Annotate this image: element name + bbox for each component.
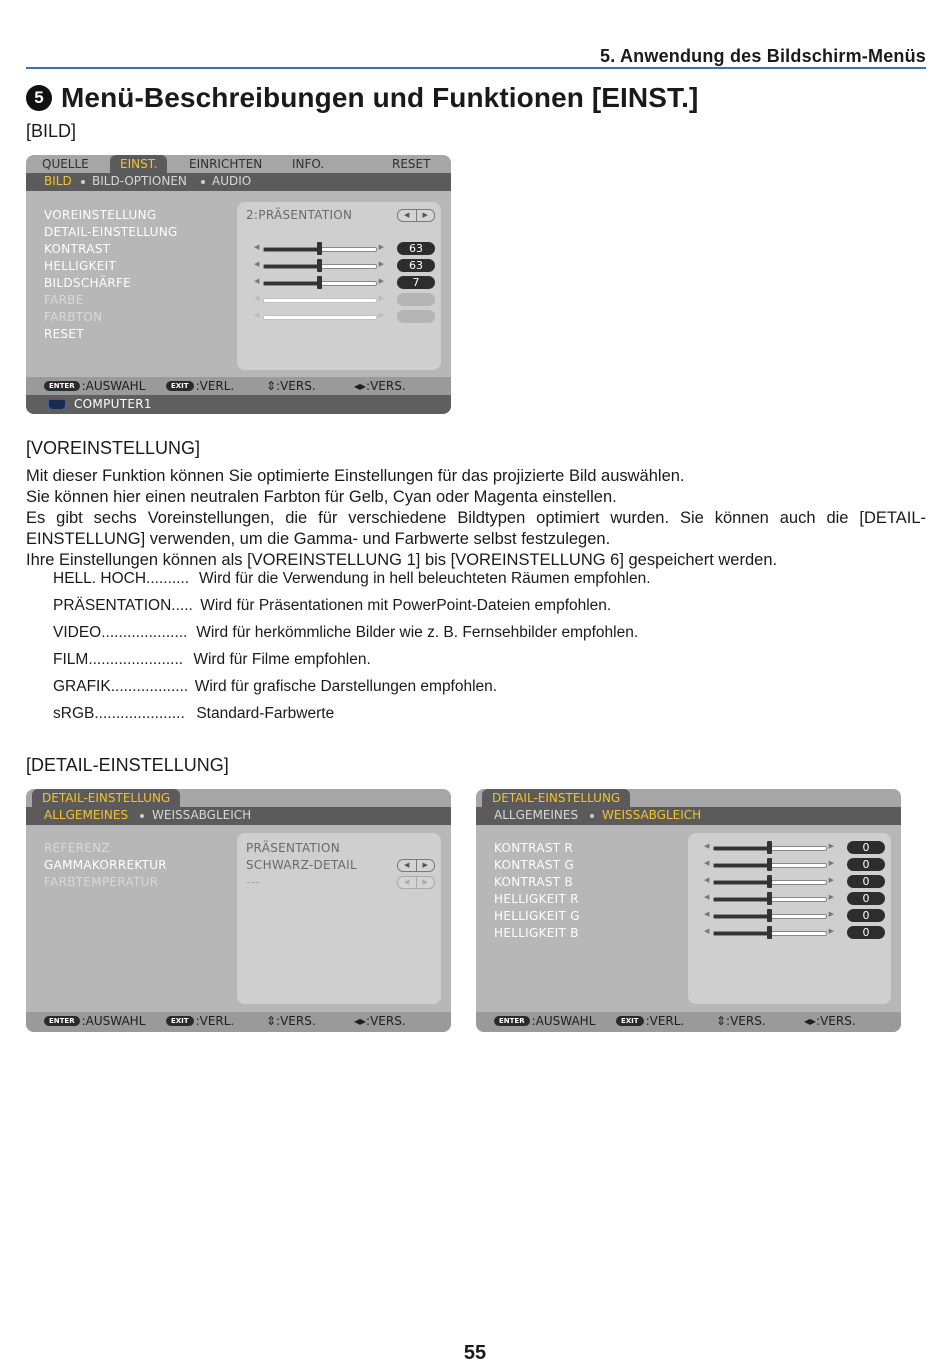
wb-value: 0	[847, 858, 885, 871]
definition-item: VIDEO .................... Wird für herkömmliche Bilder wie z. B. Fernsehbilder empfohlen.	[53, 624, 639, 641]
bildschaerfe-slider[interactable]: ◀ ▶	[254, 279, 384, 287]
definition-item: GRAFIK .................. Wird für grafische Darstellungen empfohlen.	[53, 678, 498, 695]
footer-leftright: ◂▸:VERS.	[804, 1014, 856, 1028]
menu-item-kontrast[interactable]: KONTRAST	[44, 242, 111, 256]
definition-item: FILM ...................... Wird für Filme empfohlen.	[53, 651, 371, 668]
osd-subtab-bar	[26, 173, 451, 191]
subtab-separator	[81, 180, 85, 184]
menu-item-reset[interactable]: RESET	[44, 327, 84, 341]
wb-slider[interactable]: ◀ ▶	[704, 895, 834, 903]
menu-item-helligkeit[interactable]: HELLIGKEIT	[44, 259, 117, 273]
footer-exit: EXIT :VERL.	[166, 379, 234, 393]
menu-item-farbton: FARBTON	[44, 310, 103, 324]
subtab-weissabgleich[interactable]: WEISSABGLEICH	[602, 808, 702, 822]
menu-item-wb[interactable]: KONTRAST G	[494, 858, 575, 872]
farbton-slider: ◀ ▶	[254, 311, 384, 319]
subtab-separator	[201, 180, 205, 184]
page-title	[26, 82, 698, 114]
wb-slider[interactable]: ◀ ▶	[704, 912, 834, 920]
tab-reset[interactable]: RESET	[392, 157, 431, 171]
farbtemperatur-value: ---	[246, 875, 260, 889]
helligkeit-value: 63	[397, 259, 435, 272]
menu-item-wb[interactable]: HELLIGKEIT B	[494, 926, 579, 940]
voreinstellung-value: 2:PRÄSENTATION	[246, 208, 353, 222]
osd-tab-bar	[26, 155, 451, 173]
enter-key-icon: ENTER	[494, 1016, 530, 1026]
left-right-selector-disabled: ◀ ▶	[397, 876, 435, 889]
footer-enter: ENTER :AUSWAHL	[44, 379, 145, 393]
description-line: Es gibt sechs Voreinstellungen, die für verschiedene Bildtypen optimiert wurden. Sie können auch die [DETAIL-EINSTELLUNG] verwenden, um die Gamma- und Farbwerte selbst festzulegen.	[26, 509, 926, 548]
subtab-allgemeines[interactable]: ALLGEMEINES	[494, 808, 579, 822]
footer-exit: EXIT :VERL.	[616, 1014, 684, 1028]
subtab-separator	[140, 814, 144, 818]
definition-item: HELL. HOCH .......... Wird für die Verwendung in hell beleuchteten Räumen empfohlen.	[53, 570, 651, 587]
section-heading-bild: [BILD]	[26, 121, 77, 141]
wb-slider[interactable]: ◀ ▶	[704, 844, 834, 852]
left-right-selector[interactable]: ◀ ▶	[397, 209, 435, 222]
wb-value: 0	[847, 875, 885, 888]
tab-quelle[interactable]: QUELLE	[42, 157, 89, 171]
osd-subtab-bar	[26, 807, 451, 825]
header-rule	[26, 67, 926, 69]
bildschaerfe-value: 7	[397, 276, 435, 289]
referenz-value: PRÄSENTATION	[246, 841, 341, 855]
left-right-selector[interactable]: ◀ ▶	[397, 859, 435, 872]
tab-info[interactable]: INFO.	[292, 157, 325, 171]
farbe-slider: ◀ ▶	[254, 294, 384, 302]
section-number-badge: 5	[26, 85, 52, 111]
menu-item-gammakorrektur[interactable]: GAMMAKORREKTUR	[44, 858, 167, 872]
wb-value: 0	[847, 892, 885, 905]
wb-value: 0	[847, 841, 885, 854]
subtab-allgemeines[interactable]: ALLGEMEINES	[44, 808, 129, 822]
menu-item-bildschaerfe[interactable]: BILDSCHÄRFE	[44, 276, 132, 290]
osd-footer	[26, 1012, 451, 1032]
page-number: 55	[463, 1342, 487, 1364]
subtab-bild-optionen[interactable]: BILD-OPTIONEN	[92, 174, 187, 188]
kontrast-value: 63	[397, 242, 435, 255]
footer-updown: ⇕:VERS.	[266, 379, 316, 393]
description-line: Sie können hier einen neutralen Farbton für Gelb, Cyan oder Magenta einstellen.	[26, 488, 617, 506]
menu-item-farbtemperatur: FARBTEMPERATUR	[44, 875, 159, 889]
subtab-weissabgleich[interactable]: WEISSABGLEICH	[152, 808, 252, 822]
osd-tab-bar	[26, 789, 451, 807]
osd-tab-bar	[476, 789, 901, 807]
source-name: COMPUTER1	[74, 397, 152, 411]
helligkeit-slider[interactable]: ◀ ▶	[254, 262, 384, 270]
enter-key-icon: ENTER	[44, 1016, 80, 1026]
description-line: Mit dieser Funktion können Sie optimierte Einstellungen für das projizierte Bild auswählen.	[26, 467, 685, 485]
exit-key-icon: EXIT	[166, 1016, 194, 1026]
tab-einrichten[interactable]: EINRICHTEN	[189, 157, 263, 171]
section-heading-detail: [DETAIL-EINSTELLUNG]	[26, 755, 229, 775]
page-title-text: Menü-Beschreibungen und Funktionen [EINST.]	[61, 82, 699, 113]
vga-connector-icon	[48, 399, 66, 410]
exit-key-icon: EXIT	[616, 1016, 644, 1026]
farbe-value	[397, 293, 435, 306]
osd-menu-detail-weissabgleich	[476, 789, 901, 1032]
subtab-separator	[590, 814, 594, 818]
tab-detail-einstellung[interactable]: DETAIL-EINSTELLUNG	[32, 789, 180, 807]
osd-subtab-bar	[476, 807, 901, 825]
voreinstellung-description	[26, 466, 926, 571]
menu-item-wb[interactable]: KONTRAST R	[494, 841, 574, 855]
wb-slider[interactable]: ◀ ▶	[704, 929, 834, 937]
enter-key-icon: ENTER	[44, 381, 80, 391]
gammakorrektur-value: SCHWARZ-DETAIL	[246, 858, 357, 872]
footer-enter: ENTER :AUSWAHL	[494, 1014, 595, 1028]
subtab-audio[interactable]: AUDIO	[212, 174, 252, 188]
osd-footer	[476, 1012, 901, 1032]
wb-value: 0	[847, 909, 885, 922]
definition-item: PRÄSENTATION ..... Wird für Präsentationen mit PowerPoint-Dateien empfohlen.	[53, 597, 612, 614]
chapter-heading: 5. Anwendung des Bildschirm-Menüs	[600, 46, 926, 66]
osd-menu-bild	[26, 155, 451, 414]
subtab-bild[interactable]: BILD	[44, 174, 72, 188]
menu-item-wb[interactable]: KONTRAST B	[494, 875, 574, 889]
tab-einst[interactable]: EINST.	[110, 155, 167, 173]
description-line: Ihre Einstellungen können als [VOREINSTELLUNG 1] bis [VOREINSTELLUNG 6] gespeichert werden.	[26, 551, 778, 569]
tab-detail-einstellung[interactable]: DETAIL-EINSTELLUNG	[482, 789, 630, 807]
definition-item: sRGB ..................... Standard-Farbwerte	[53, 705, 335, 722]
menu-item-voreinstellung[interactable]: VOREINSTELLUNG	[44, 208, 157, 222]
wb-slider[interactable]: ◀ ▶	[704, 861, 834, 869]
wb-slider[interactable]: ◀ ▶	[704, 878, 834, 886]
footer-enter: ENTER :AUSWAHL	[44, 1014, 145, 1028]
osd-source-bar	[26, 395, 451, 414]
menu-item-wb[interactable]: HELLIGKEIT R	[494, 892, 579, 906]
wb-value: 0	[847, 926, 885, 939]
section-heading-voreinstellung: [VOREINSTELLUNG]	[26, 438, 201, 458]
menu-item-farbe: FARBE	[44, 293, 84, 307]
footer-leftright: ◂▸:VERS.	[354, 379, 406, 393]
farbton-value	[397, 310, 435, 323]
osd-footer	[26, 377, 451, 395]
osd-menu-detail-allgemeines	[26, 789, 451, 1032]
menu-item-detail-einstellung[interactable]: DETAIL-EINSTELLUNG	[44, 225, 178, 239]
footer-exit: EXIT :VERL.	[166, 1014, 234, 1028]
footer-updown: ⇕:VERS.	[266, 1014, 316, 1028]
kontrast-slider[interactable]: ◀ ▶	[254, 245, 384, 253]
footer-updown: ⇕:VERS.	[716, 1014, 766, 1028]
exit-key-icon: EXIT	[166, 381, 194, 391]
menu-item-referenz: REFERENZ	[44, 841, 110, 855]
menu-item-wb[interactable]: HELLIGKEIT G	[494, 909, 580, 923]
footer-leftright: ◂▸:VERS.	[354, 1014, 406, 1028]
